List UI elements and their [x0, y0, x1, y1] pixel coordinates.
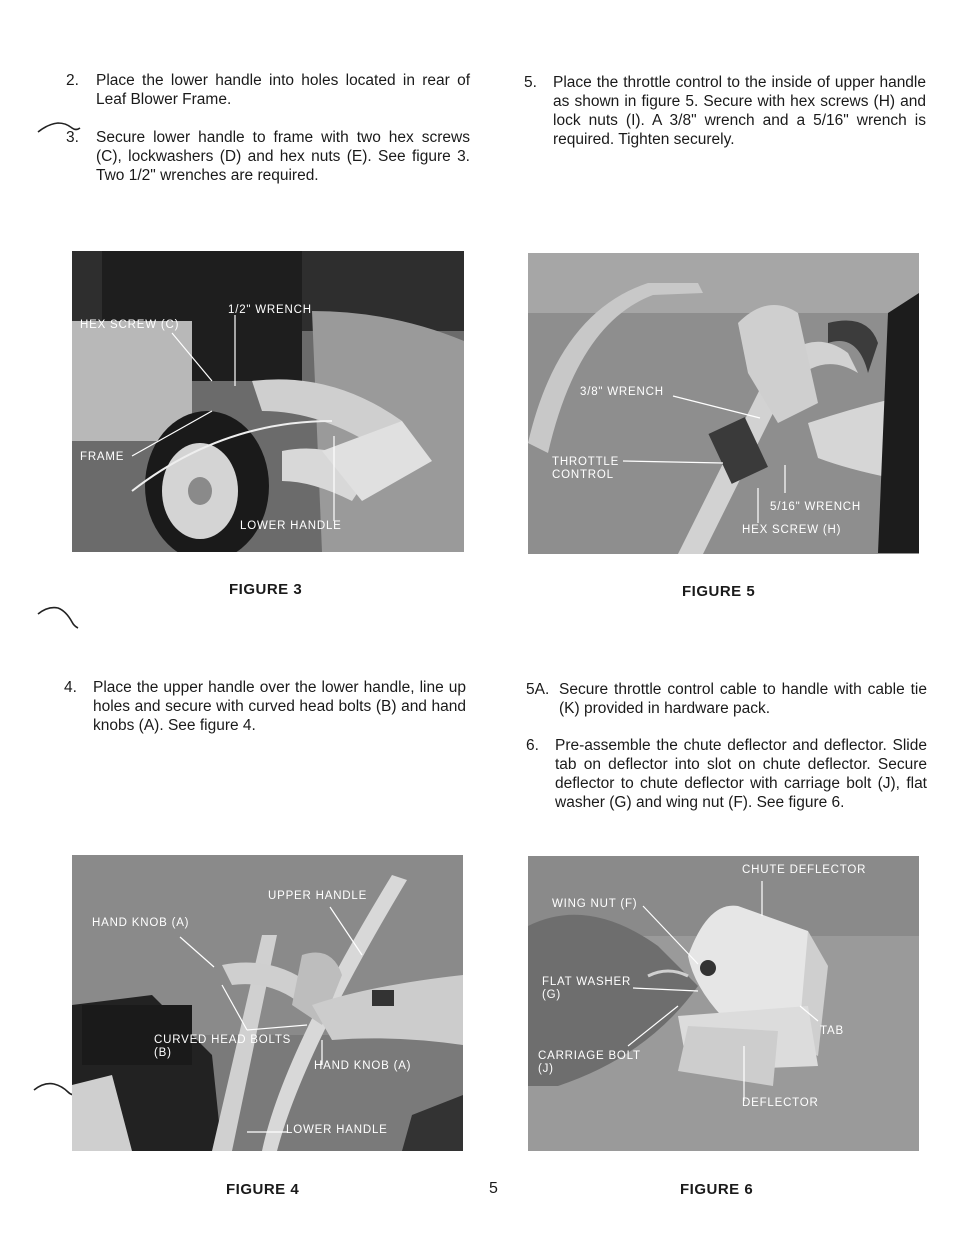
step-number: 6.: [526, 737, 539, 754]
step-text: Secure throttle control cable to handle with cable tie (K) provided in hardware pack.: [559, 681, 927, 717]
label-curved-head-bolts: CURVED HEAD BOLTS: [154, 1034, 292, 1046]
check-mark-icon: [36, 602, 86, 632]
step-3: [66, 128, 470, 185]
figure-5-photo: [528, 253, 919, 554]
label-hex-screw: HEX SCREW (H): [742, 524, 842, 536]
label-wrench-3-8: 3/8" WRENCH: [580, 386, 664, 398]
step-text: Place the upper handle over the lower handle, line up holes and secure with curved head bolts (B) and hand knobs (A). See figure 4.: [93, 679, 466, 734]
figure-3-illustration: [72, 251, 464, 552]
step-2: [66, 71, 470, 109]
label-deflector: DEFLECTOR: [742, 1097, 819, 1109]
step-number: 5A.: [526, 681, 550, 698]
label-hand-knob-bottom: HAND KNOB (A): [314, 1060, 412, 1072]
label-tab: TAB: [820, 1025, 844, 1037]
label-wing-nut: WING NUT (F): [552, 898, 638, 910]
label-chute-deflector: CHUTE DEFLECTOR: [742, 864, 867, 876]
label-throttle-control: CONTROL: [552, 469, 614, 481]
step-number: 2.: [66, 72, 79, 89]
label-flat-washer-g: (G): [542, 989, 562, 1001]
figure-6-caption: FIGURE 6: [680, 1181, 754, 1198]
check-mark-icon: [36, 118, 86, 140]
label-hex-screw: HEX SCREW (C): [80, 319, 180, 331]
step-text: Place the lower handle into holes located in rear of Leaf Blower Frame.: [96, 72, 470, 108]
step-5a: [526, 680, 927, 718]
label-frame: FRAME: [80, 451, 125, 463]
label-wrench: 1/2" WRENCH: [228, 304, 312, 316]
figure-5-caption: FIGURE 5: [682, 583, 756, 600]
step-number: 3.: [66, 129, 79, 146]
label-hand-knob-top: HAND KNOB (A): [92, 917, 190, 929]
step-text: Place the throttle control to the inside of upper handle as shown in figure 5. Secure with hex screws (H) and lock nuts (I). A 3/8" wrench and a 5/16" wrench is required. Tighten securely.: [553, 74, 926, 148]
label-upper-handle: UPPER HANDLE: [268, 890, 368, 902]
label-wrench-5-16: 5/16" WRENCH: [770, 501, 862, 513]
step-number: 4.: [64, 679, 77, 696]
label-carriage-bolt: CARRIAGE BOLT: [538, 1050, 641, 1062]
label-curved-head-bolts-b: (B): [154, 1047, 172, 1059]
page-number: 5: [489, 1180, 498, 1197]
label-throttle: THROTTLE: [552, 456, 620, 468]
figure-3-caption: FIGURE 3: [229, 581, 303, 598]
step-number: 5.: [524, 74, 537, 91]
figure-6-photo: [528, 856, 919, 1151]
step-5: [524, 73, 926, 149]
step-text: Pre-assemble the chute deflector and deflector. Slide tab on deflector into slot on chute deflector. Secure deflector to chute deflector with carriage bolt (J), flat washer (G) and wing nut (F). See figure 6.: [555, 737, 927, 811]
label-flat-washer: FLAT WASHER: [542, 976, 632, 988]
label-carriage-bolt-j: (J): [538, 1063, 554, 1075]
figure-3-photo: [72, 251, 464, 552]
figure-4-caption: FIGURE 4: [226, 1181, 300, 1198]
figure-4-photo: [72, 855, 463, 1151]
step-4: [64, 678, 466, 735]
step-text: Secure lower handle to frame with two hex screws (C), lockwashers (D) and hex nuts (E). See figure 3. Two 1/2" wrenches are required.: [96, 129, 470, 184]
step-6: [526, 736, 927, 812]
label-lower-handle: LOWER HANDLE: [240, 520, 342, 532]
label-lower-handle: LOWER HANDLE: [286, 1124, 388, 1136]
